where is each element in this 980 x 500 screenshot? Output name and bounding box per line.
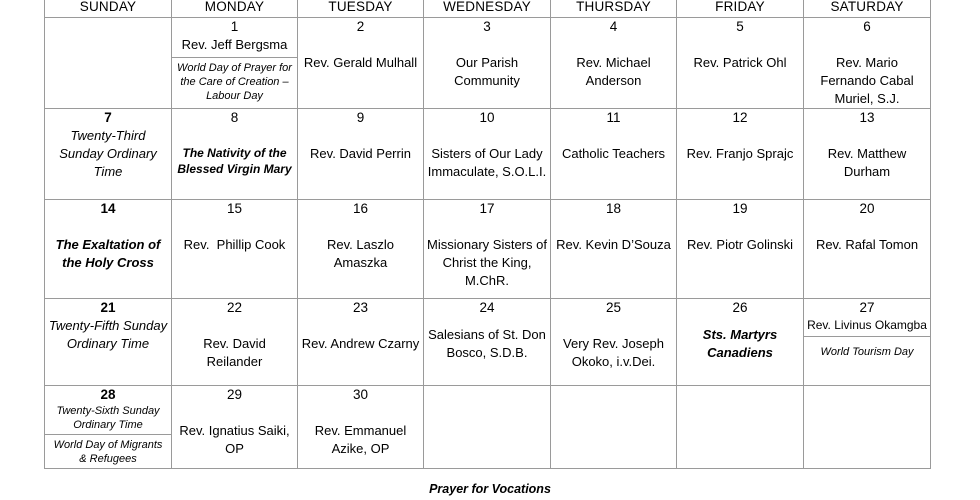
- day-cell: [551, 200, 677, 299]
- day-cell: [551, 109, 677, 200]
- calendar-table: [44, 0, 931, 469]
- intention: Twenty-Sixth Sunday Ordinary Time: [56, 405, 160, 431]
- day-number: 25: [605, 300, 622, 315]
- day-cell: [45, 299, 172, 386]
- day-cell: [45, 109, 172, 200]
- observance-note: World Day of Prayer for the Care of Creation – Labour Day: [172, 57, 297, 105]
- day-cell: [45, 386, 172, 469]
- intention: Rev. David Reilander: [203, 336, 266, 369]
- day-number: 9: [356, 110, 365, 125]
- day-cell-empty: [551, 386, 677, 469]
- day-number: 15: [226, 201, 243, 216]
- intention: Rev. Patrick Ohl: [693, 55, 787, 70]
- day-number: 12: [732, 110, 748, 125]
- week-row: [45, 109, 931, 200]
- weekday-header: THURSDAY: [551, 0, 677, 18]
- intention: Rev. Mario Fernando Cabal Muriel, S.J.: [820, 55, 914, 106]
- intention: Rev. Franjo Sprajc: [686, 146, 794, 161]
- day-number: 1: [230, 19, 239, 34]
- day-cell: [172, 200, 298, 299]
- day-cell: [298, 18, 424, 109]
- day-number: 6: [863, 19, 871, 34]
- day-number: 26: [732, 300, 748, 315]
- day-number: 14: [100, 201, 116, 216]
- day-number: 5: [736, 19, 744, 34]
- day-cell: [424, 109, 551, 200]
- day-number: 17: [479, 201, 495, 216]
- day-cell-empty: [677, 386, 804, 469]
- day-number: 28: [100, 387, 116, 402]
- weekday-header: MONDAY: [172, 0, 298, 18]
- day-cell: [172, 109, 298, 200]
- day-number: 21: [100, 300, 116, 315]
- day-number: 19: [732, 201, 748, 216]
- weekday-header: WEDNESDAY: [424, 0, 551, 18]
- day-cell: [298, 200, 424, 299]
- day-number: 20: [859, 201, 875, 216]
- intention: Rev. Emmanuel Azike, OP: [314, 423, 407, 456]
- intention: Rev. Ignatius Saiki, OP: [179, 423, 290, 456]
- intention: Rev. Michael Anderson: [576, 55, 651, 88]
- day-cell-empty: [804, 386, 931, 469]
- intention: Rev. Gerald Mulhall: [303, 55, 418, 70]
- observance-note: World Day of Migrants & Refugees: [45, 434, 171, 468]
- day-number: 22: [226, 300, 243, 315]
- intention: Sisters of Our Lady Immaculate, S.O.L.I.: [427, 146, 547, 179]
- intention: Rev. Rafal Tomon: [815, 237, 919, 252]
- day-cell: [298, 109, 424, 200]
- day-cell-empty: [45, 18, 172, 109]
- week-row: [45, 18, 931, 109]
- intention: Our Parish Community: [454, 55, 520, 88]
- day-cell: [172, 386, 298, 469]
- day-cell: [424, 200, 551, 299]
- day-cell: [677, 18, 804, 109]
- day-number: 13: [859, 110, 875, 125]
- day-number: 29: [226, 387, 243, 402]
- footer-caption: Prayer for Vocations: [429, 482, 551, 496]
- intention: Rev. Phillip Cook: [183, 237, 286, 252]
- day-cell-empty: [424, 386, 551, 469]
- day-number: 3: [483, 19, 491, 34]
- day-number: 30: [352, 387, 369, 402]
- intention: Rev. Jeff Bergsma: [181, 37, 288, 52]
- day-cell: [298, 386, 424, 469]
- day-number: 10: [479, 110, 495, 125]
- day-cell: [424, 18, 551, 109]
- day-cell: [298, 299, 424, 386]
- intention: Rev. Kevin D’Souza: [556, 237, 671, 252]
- weekday-header: TUESDAY: [298, 0, 424, 18]
- intention: Sts. Martyrs Canadiens: [702, 327, 778, 360]
- intention: Rev. Piotr Golinski: [687, 237, 793, 252]
- day-cell: [45, 200, 172, 299]
- intention: Rev. Livinus Okamgba: [807, 318, 927, 332]
- intention: Rev. Matthew Durham: [827, 146, 907, 179]
- day-number: 24: [479, 300, 495, 315]
- day-cell: [804, 109, 931, 200]
- week-row: [45, 299, 931, 386]
- day-cell: [424, 299, 551, 386]
- day-cell: [804, 18, 931, 109]
- intention: The Exaltation of the Holy Cross: [55, 237, 161, 270]
- intention: The Nativity of the Blessed Virgin Mary: [177, 146, 292, 176]
- intention: Rev. Andrew Czarny: [301, 336, 420, 351]
- day-number: 18: [605, 201, 622, 216]
- day-number: 4: [609, 19, 618, 34]
- day-number: 2: [356, 19, 365, 34]
- day-cell: [172, 299, 298, 386]
- intention: Missionary Sisters of Christ the King, M.ChR.: [427, 237, 547, 288]
- intention: Rev. Laszlo Amaszka: [327, 237, 394, 270]
- week-row: [45, 200, 931, 299]
- day-number: 11: [606, 110, 621, 125]
- day-number: 8: [230, 110, 239, 125]
- intention: Twenty-Third Sunday Ordinary Time: [59, 128, 157, 179]
- intention: Twenty-Fifth Sunday Ordinary Time: [48, 318, 168, 351]
- day-cell: [804, 299, 931, 386]
- intention: Rev. David Perrin: [310, 146, 411, 161]
- weekday-header: SATURDAY: [804, 0, 931, 18]
- day-number: 27: [859, 300, 875, 315]
- intention: Salesians of St. Don Bosco, S.D.B.: [428, 327, 546, 360]
- intention: Catholic Teachers: [561, 146, 666, 161]
- weekday-header: FRIDAY: [677, 0, 804, 18]
- day-number: 7: [104, 110, 112, 125]
- day-cell: [551, 299, 677, 386]
- observance-note: World Tourism Day: [804, 336, 930, 361]
- day-cell: [804, 200, 931, 299]
- day-number: 23: [352, 300, 369, 315]
- day-cell: [677, 200, 804, 299]
- intention: Very Rev. Joseph Okoko, i.v.Dei.: [563, 336, 664, 369]
- day-cell: [677, 299, 804, 386]
- day-cell: [172, 18, 298, 109]
- week-row: [45, 386, 931, 469]
- day-cell: [551, 18, 677, 109]
- day-number: 16: [352, 201, 369, 216]
- weekday-header: SUNDAY: [45, 0, 172, 18]
- weekday-header-row: [45, 0, 931, 18]
- day-cell: [677, 109, 804, 200]
